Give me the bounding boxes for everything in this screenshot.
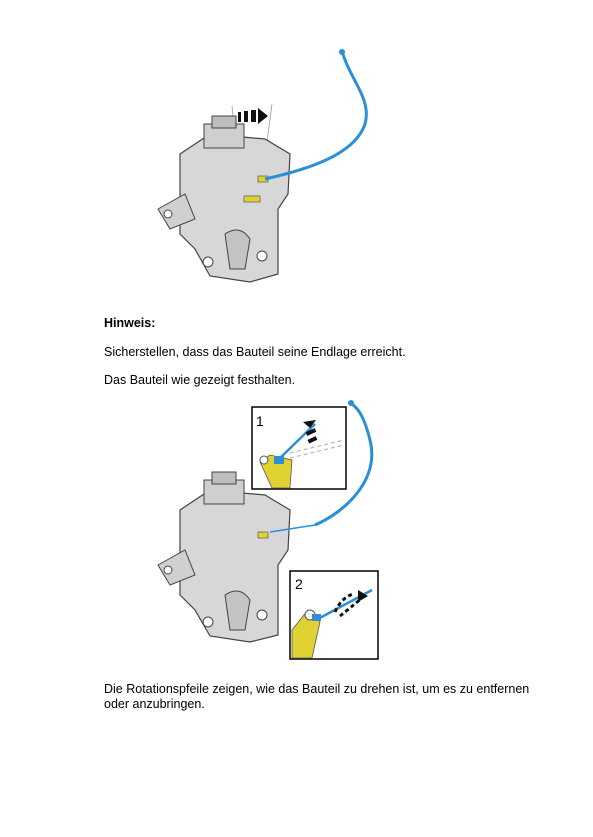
latch-rotation-figure	[140, 400, 380, 662]
figure-caption: Die Rotationspfeile zeigen, wie das Bauteil zu drehen ist, um es zu entfernen oder anzubringen.	[104, 682, 530, 711]
note-heading: Hinweis:	[104, 316, 156, 330]
note-line-2: Das Bauteil wie gezeigt festhalten.	[104, 373, 296, 387]
inset-1-number: 1	[256, 413, 264, 429]
latch-body	[158, 472, 290, 642]
latch-body	[158, 116, 290, 282]
push-arrow-icon	[238, 108, 268, 124]
inset-2-number: 2	[295, 576, 303, 592]
note-line-1: Sicherstellen, dass das Bauteil seine Endlage erreicht.	[104, 345, 406, 359]
latch-cable-figure	[140, 44, 400, 294]
inset-2	[290, 571, 378, 659]
cable-end	[348, 400, 354, 406]
cable-end	[339, 49, 345, 55]
inset-1	[252, 407, 346, 489]
